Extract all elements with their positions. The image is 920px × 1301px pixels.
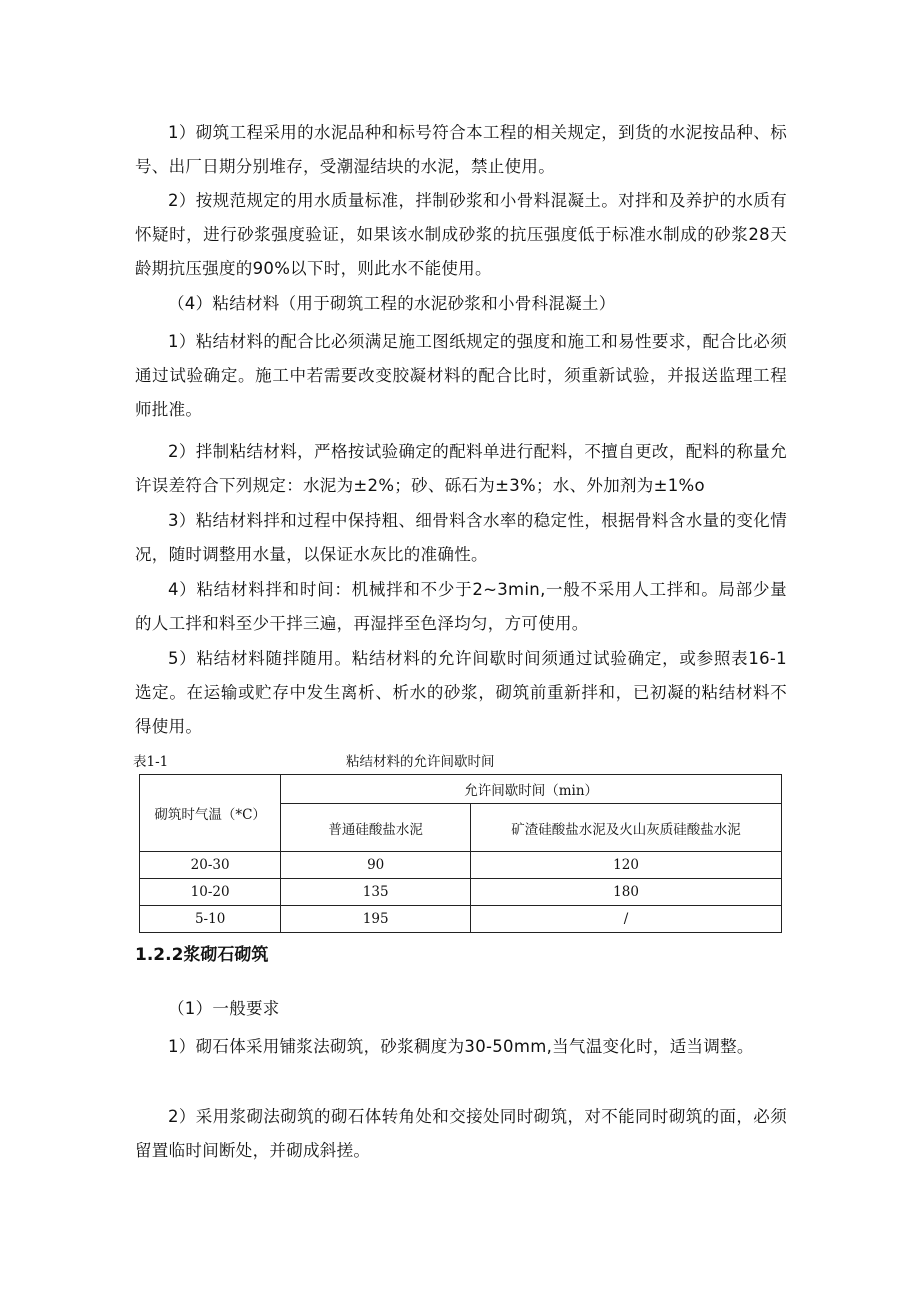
- cell-ordinary: 195: [281, 906, 471, 933]
- paragraph-mix-ratio: 1）粘结材料的配合比必须满足施工图纸规定的强度和施工和易性要求，配合比必须通过试验确定。施工中若需要改变胶凝材料的配合比时，须重新试验，并报送监理工程师批准。: [135, 331, 787, 419]
- header-allowed-interval: 允许间歇时间（min）: [281, 775, 782, 804]
- table-title: 粘结材料的允许间歇时间: [346, 754, 495, 770]
- subsection-bonding-materials: （4）粘结材料（用于砌筑工程的水泥砂浆和小骨科混凝土）: [168, 293, 616, 313]
- table-header-row: [140, 775, 782, 804]
- cell-slag: /: [471, 906, 782, 933]
- table-row: [140, 852, 782, 879]
- cell-ordinary: 135: [281, 879, 471, 906]
- subsection-general-requirements: （1）一般要求: [168, 998, 280, 1018]
- cell-slag: 120: [471, 852, 782, 879]
- interval-time-table: [139, 774, 782, 933]
- paragraph-water-quality: 2）按规范规定的用水质量标准，拌制砂浆和小骨料混凝土。对拌和及养护的水质有怀疑时，进行砂浆强度验证，如果该水制成砂浆的抗压强度低于标准水制成的砂浆28天龄期抗压强度的90%以下时，则此水不能使用。: [135, 190, 787, 278]
- paragraph-mixing-time: 4）粘结材料拌和时间：机械拌和不少于2~3min,一般不采用人工拌和。局部少量的人工拌和料至少干拌三遍，再湿拌至色泽均匀，方可使用。: [135, 579, 787, 633]
- cell-temperature: 20-30: [140, 852, 281, 879]
- paragraph-mortar-consistency: 1）砌石体采用铺浆法砌筑，砂浆稠度为30-50mm,当气温变化时，适当调整。: [168, 1036, 754, 1056]
- paragraph-moisture-control: 3）粘结材料拌和过程中保持粗、细骨料含水率的稳定性，根据骨料含水量的变化情况，随时调整用水量，以保证水灰比的准确性。: [135, 510, 787, 564]
- cell-slag: 180: [471, 879, 782, 906]
- cell-ordinary: 90: [281, 852, 471, 879]
- paragraph-corner-masonry: 2）采用浆砌法砌筑的砌石体转角处和交接处同时砌筑，对不能同时砌筑的面，必须留置临时间断处，并砌成斜搓。: [135, 1106, 787, 1160]
- table-label: 表1-1: [133, 754, 169, 770]
- section-heading: 1.2.2浆砌石砌筑: [135, 945, 269, 965]
- header-slag-cement: 矿渣硅酸盐水泥及火山灰质硅酸盐水泥: [471, 804, 782, 852]
- header-ordinary-cement: 普通硅酸盐水泥: [281, 804, 471, 852]
- table-row: [140, 879, 782, 906]
- cell-temperature: 5-10: [140, 906, 281, 933]
- cell-temperature: 10-20: [140, 879, 281, 906]
- paragraph-batching-tolerance: 2）拌制粘结材料，严格按试验确定的配料单进行配料，不擅自更改，配料的称量允许误差符合下列规定：水泥为±2%；砂、砾石为±3%；水、外加剂为±1%o: [135, 441, 787, 495]
- header-temperature: 砌筑时气温（*C）: [140, 775, 281, 852]
- table-row: [140, 906, 782, 933]
- paragraph-cement-requirements: 1）砌筑工程采用的水泥品种和标号符合本工程的相关规定，到货的水泥按品种、标号、出厂日期分别堆存，受潮湿结块的水泥，禁止使用。: [135, 122, 787, 176]
- paragraph-usage-interval: 5）粘结材料随拌随用。粘结材料的允许间歇时间须通过试验确定，或参照表16-1选定。在运输或贮存中发生离析、析水的砂浆，砌筑前重新拌和，已初凝的粘结材料不得使用。: [135, 648, 787, 736]
